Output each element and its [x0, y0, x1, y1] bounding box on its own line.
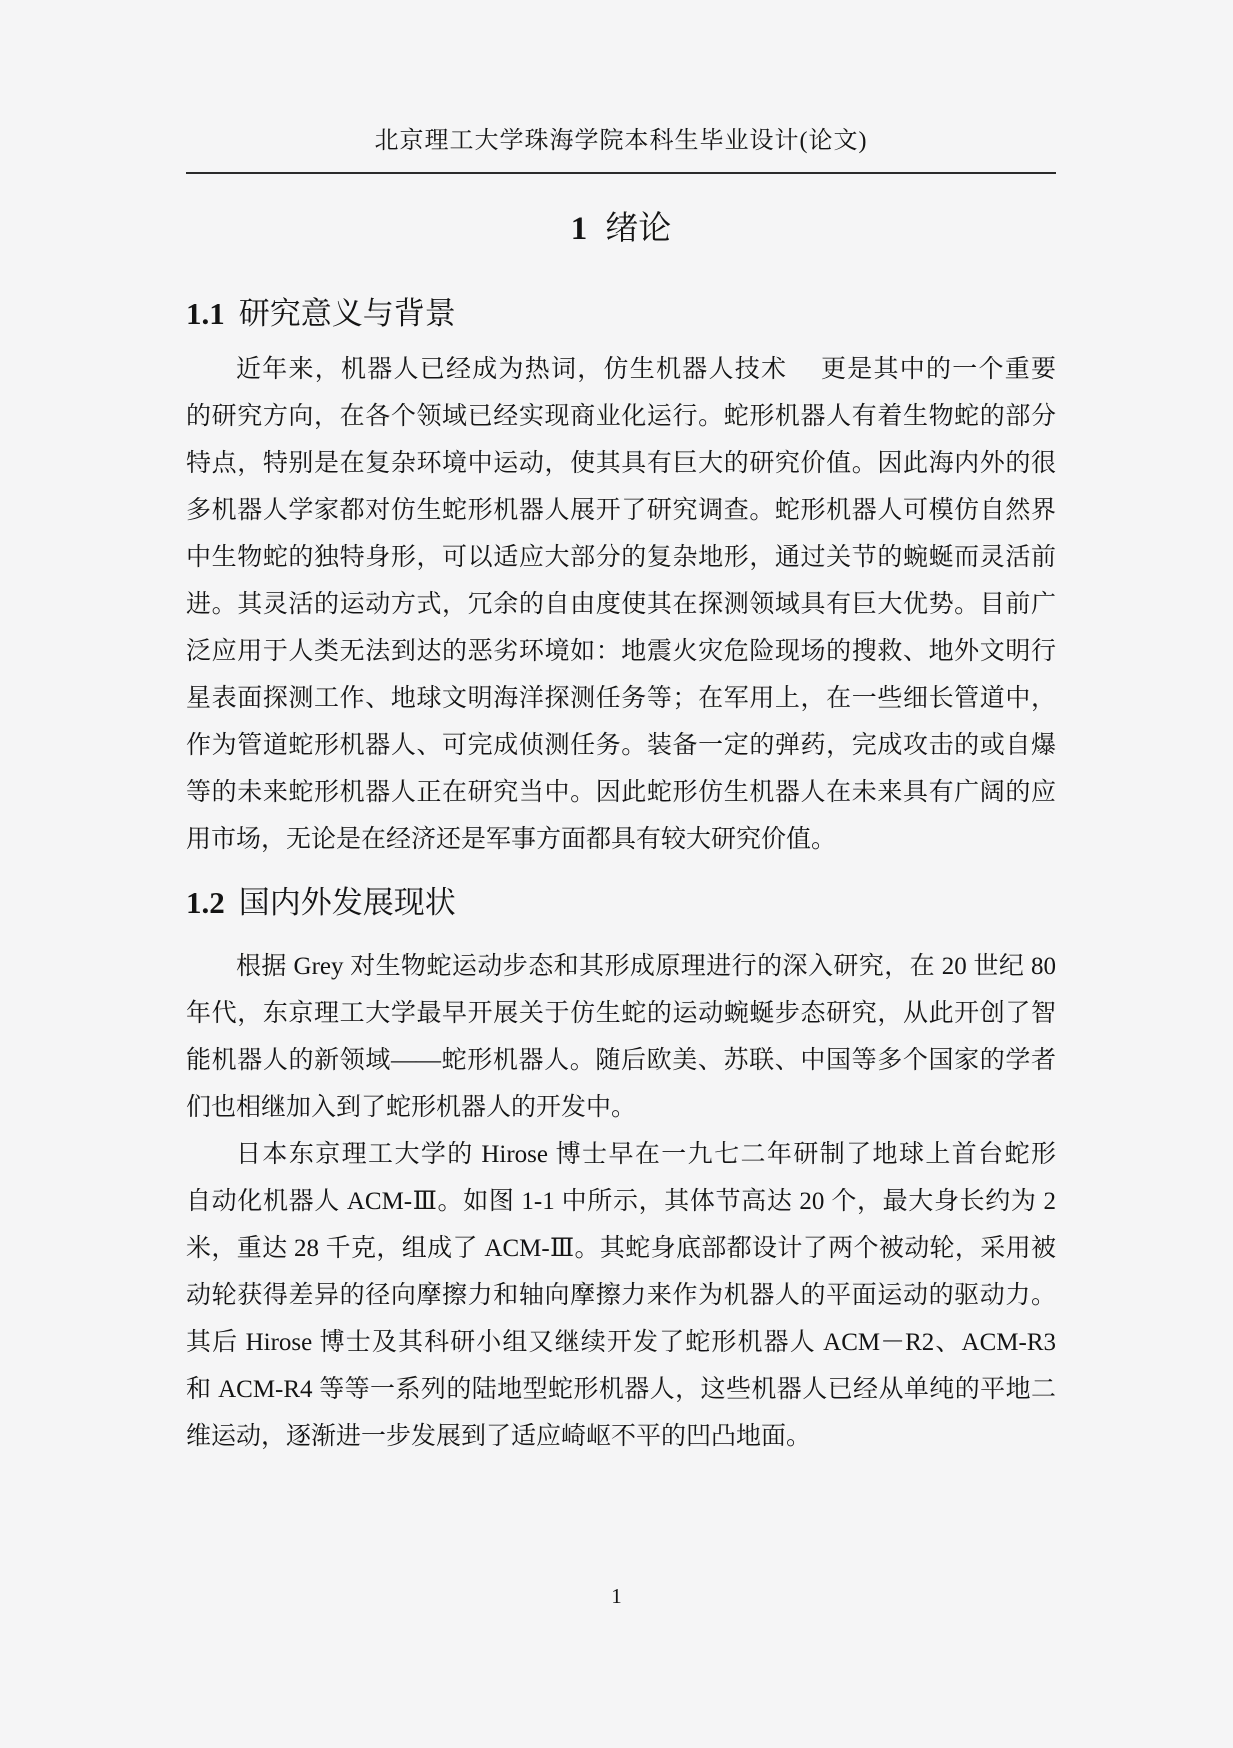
- paragraph-line: 年代，东京理工大学最早开展关于仿生蛇的运动蜿蜒步态研究，从此开创了智: [186, 1000, 1056, 1027]
- section-heading-1-2: [186, 883, 1056, 923]
- paragraph-2: [186, 943, 1056, 1131]
- paragraph-line: 能机器人的新领域——蛇形机器人。随后欧美、苏联、中国等多个国家的学者: [186, 1047, 1056, 1074]
- page-number: 1: [611, 1584, 622, 1608]
- paragraph-line: 等的未来蛇形机器人正在研究当中。因此蛇形仿生机器人在未来具有广阔的应: [186, 779, 1056, 806]
- section-1-2-title: 国内外发展现状: [238, 885, 456, 920]
- paragraph-line: 米，重达 28 千克，组成了 ACM-Ⅲ。其蛇身底部都设计了两个被动轮，采用被: [186, 1235, 1056, 1262]
- paragraph-line: 们也相继加入到了蛇形机器人的开发中。: [186, 1094, 637, 1121]
- section-1-1-number: 1.1: [186, 296, 225, 331]
- section-1-1-title: 研究意义与背景: [238, 296, 456, 331]
- paragraph-line: 的研究方向，在各个领域已经实现商业化运行。蛇形机器人有着生物蛇的部分: [186, 403, 1056, 430]
- chapter-title-text: 绪论: [605, 211, 672, 247]
- paragraph-line: 动轮获得差异的径向摩擦力和轴向摩擦力来作为机器人的平面运动的驱动力。: [186, 1282, 1056, 1309]
- paragraph-line: 自动化机器人 ACM-Ⅲ。如图 1-1 中所示，其体节高达 20 个，最大身长约为 2: [186, 1188, 1056, 1215]
- paragraph-line: 作为管道蛇形机器人、可完成侦测任务。装备一定的弹药，完成攻击的或自爆: [186, 732, 1056, 759]
- paragraph-line: 进。其灵活的运动方式，冗余的自由度使其在探测领域具有巨大优势。目前广: [186, 591, 1056, 618]
- paragraph-line: 近年来，机器人已经成为热词，仿生机器人技术 更是其中的一个重要: [236, 356, 1056, 383]
- section-1-2-number: 1.2: [186, 885, 225, 920]
- paragraph-line: 维运动，逐渐进一步发展到了适应崎岖不平的凹凸地面。: [186, 1423, 812, 1450]
- paragraph-1: [186, 346, 1056, 863]
- paragraph-line: 日本东京理工大学的 Hirose 博士早在一九七二年研制了地球上首台蛇形: [236, 1141, 1056, 1168]
- page-header: [186, 126, 1056, 174]
- paragraph-line: 其后 Hirose 博士及其科研小组又继续开发了蛇形机器人 ACM－R2、ACM-R3: [186, 1329, 1056, 1356]
- section-heading-1-1: [186, 294, 1056, 334]
- paragraph-line: 特点，特别是在复杂环境中运动，使其具有巨大的研究价值。因此海内外的很: [186, 450, 1056, 477]
- paragraph-3: [186, 1131, 1056, 1460]
- chapter-number: 1: [570, 211, 588, 247]
- paragraph-line: 泛应用于人类无法到达的恶劣环境如：地震火灾危险现场的搜救、地外文明行: [186, 638, 1056, 665]
- page-content: [186, 126, 1056, 1460]
- paragraph-line: 和 ACM-R4 等等一系列的陆地型蛇形机器人，这些机器人已经从单纯的平地二: [186, 1376, 1056, 1403]
- page-header-title: 北京理工大学珠海学院本科生毕业设计(论文): [374, 128, 868, 154]
- chapter-title: [186, 208, 1056, 250]
- paragraph-line: 星表面探测工作、地球文明海洋探测任务等；在军用上，在一些细长管道中，: [186, 685, 1056, 712]
- paragraph-line: 中生物蛇的独特身形，可以适应大部分的复杂地形，通过关节的蜿蜒而灵活前: [186, 544, 1056, 571]
- paragraph-line: 根据 Grey 对生物蛇运动步态和其形成原理进行的深入研究，在 20 世纪 80: [236, 953, 1056, 980]
- paragraph-line: 用市场，无论是在经济还是军事方面都具有较大研究价值。: [186, 826, 837, 853]
- paragraph-line: 多机器人学家都对仿生蛇形机器人展开了研究调查。蛇形机器人可模仿自然界: [186, 497, 1056, 524]
